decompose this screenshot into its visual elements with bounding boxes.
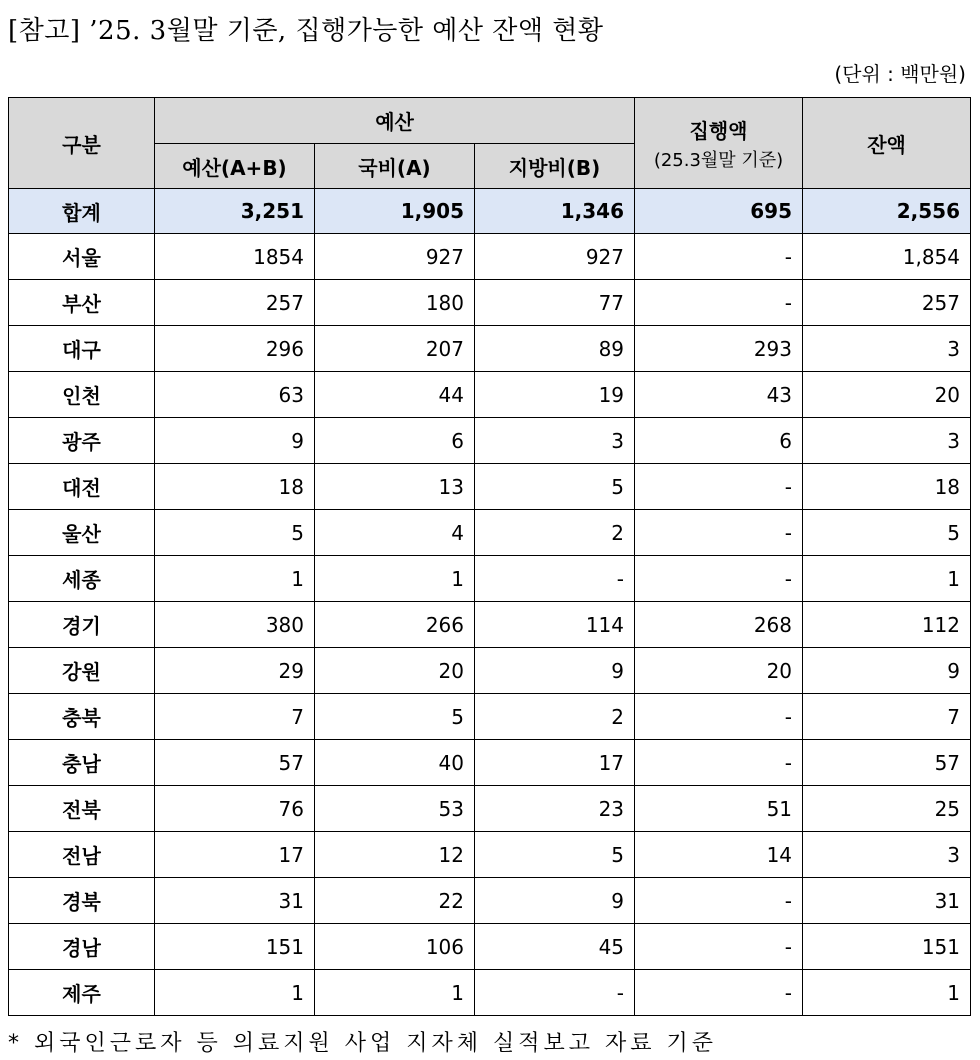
table-row bbox=[9, 556, 971, 602]
cell-national: 13 bbox=[315, 464, 475, 510]
cell-executed: - bbox=[635, 510, 803, 556]
header-budget-group: 예산 bbox=[155, 98, 635, 144]
cell-local: 927 bbox=[475, 234, 635, 280]
cell-executed: 293 bbox=[635, 326, 803, 372]
cell-budget: 1854 bbox=[155, 234, 315, 280]
cell-executed: - bbox=[635, 694, 803, 740]
row-label: 경북 bbox=[9, 878, 155, 924]
row-label: 광주 bbox=[9, 418, 155, 464]
table-header bbox=[9, 98, 971, 189]
table-row bbox=[9, 740, 971, 786]
cell-balance: 18 bbox=[803, 464, 971, 510]
row-label: 전남 bbox=[9, 832, 155, 878]
table-row bbox=[9, 510, 971, 556]
cell-budget: 257 bbox=[155, 280, 315, 326]
total-budget: 3,251 bbox=[155, 189, 315, 234]
cell-local: - bbox=[475, 970, 635, 1016]
cell-balance: 25 bbox=[803, 786, 971, 832]
cell-executed: - bbox=[635, 280, 803, 326]
cell-executed: 14 bbox=[635, 832, 803, 878]
cell-executed: 20 bbox=[635, 648, 803, 694]
cell-executed: 43 bbox=[635, 372, 803, 418]
cell-balance: 31 bbox=[803, 878, 971, 924]
row-label: 인천 bbox=[9, 372, 155, 418]
total-row bbox=[9, 189, 971, 234]
table-row bbox=[9, 326, 971, 372]
cell-executed: - bbox=[635, 878, 803, 924]
cell-executed: - bbox=[635, 970, 803, 1016]
cell-local: 3 bbox=[475, 418, 635, 464]
cell-national: 266 bbox=[315, 602, 475, 648]
cell-local: - bbox=[475, 556, 635, 602]
total-executed: 695 bbox=[635, 189, 803, 234]
budget-table bbox=[8, 97, 971, 1016]
cell-local: 19 bbox=[475, 372, 635, 418]
cell-local: 9 bbox=[475, 878, 635, 924]
total-local: 1,346 bbox=[475, 189, 635, 234]
cell-balance: 3 bbox=[803, 326, 971, 372]
cell-budget: 7 bbox=[155, 694, 315, 740]
cell-budget: 1 bbox=[155, 970, 315, 1016]
cell-balance: 1 bbox=[803, 970, 971, 1016]
cell-national: 12 bbox=[315, 832, 475, 878]
cell-balance: 1,854 bbox=[803, 234, 971, 280]
row-label: 강원 bbox=[9, 648, 155, 694]
header-executed-label: 집행액 bbox=[689, 118, 748, 143]
cell-balance: 257 bbox=[803, 280, 971, 326]
cell-local: 45 bbox=[475, 924, 635, 970]
cell-executed: - bbox=[635, 234, 803, 280]
table-row bbox=[9, 464, 971, 510]
row-label: 대구 bbox=[9, 326, 155, 372]
cell-national: 5 bbox=[315, 694, 475, 740]
cell-local: 17 bbox=[475, 740, 635, 786]
header-balance: 잔액 bbox=[803, 98, 971, 189]
cell-local: 5 bbox=[475, 832, 635, 878]
cell-balance: 3 bbox=[803, 418, 971, 464]
cell-balance: 1 bbox=[803, 556, 971, 602]
cell-budget: 29 bbox=[155, 648, 315, 694]
document-title: [참고] ’25. 3월말 기준, 집행가능한 예산 잔액 현황 bbox=[8, 16, 604, 46]
total-national: 1,905 bbox=[315, 189, 475, 234]
cell-national: 1 bbox=[315, 556, 475, 602]
cell-national: 22 bbox=[315, 878, 475, 924]
total-balance: 2,556 bbox=[803, 189, 971, 234]
cell-budget: 296 bbox=[155, 326, 315, 372]
header-executed-note: (25.3월말 기준) bbox=[653, 149, 784, 171]
cell-executed: 51 bbox=[635, 786, 803, 832]
row-label: 제주 bbox=[9, 970, 155, 1016]
cell-executed: 6 bbox=[635, 418, 803, 464]
table-row bbox=[9, 234, 971, 280]
table-row bbox=[9, 970, 971, 1016]
row-label: 경남 bbox=[9, 924, 155, 970]
row-label: 경기 bbox=[9, 602, 155, 648]
header-executed bbox=[635, 98, 803, 189]
table-row bbox=[9, 280, 971, 326]
cell-local: 114 bbox=[475, 602, 635, 648]
table-row bbox=[9, 648, 971, 694]
cell-national: 40 bbox=[315, 740, 475, 786]
table-row bbox=[9, 418, 971, 464]
cell-executed: - bbox=[635, 556, 803, 602]
cell-national: 180 bbox=[315, 280, 475, 326]
row-label: 서울 bbox=[9, 234, 155, 280]
cell-local: 2 bbox=[475, 510, 635, 556]
cell-national: 4 bbox=[315, 510, 475, 556]
cell-local: 77 bbox=[475, 280, 635, 326]
cell-national: 6 bbox=[315, 418, 475, 464]
total-label: 합계 bbox=[9, 189, 155, 234]
table-row bbox=[9, 832, 971, 878]
table-row bbox=[9, 924, 971, 970]
cell-balance: 57 bbox=[803, 740, 971, 786]
cell-budget: 1 bbox=[155, 556, 315, 602]
cell-budget: 57 bbox=[155, 740, 315, 786]
cell-budget: 9 bbox=[155, 418, 315, 464]
table-row bbox=[9, 878, 971, 924]
cell-national: 20 bbox=[315, 648, 475, 694]
footnote: * 외국인근로자 등 의료지원 사업 지자체 실적보고 자료 기준 bbox=[8, 1031, 717, 1056]
cell-national: 53 bbox=[315, 786, 475, 832]
header-national: 국비(A) bbox=[315, 144, 475, 189]
table-row bbox=[9, 694, 971, 740]
cell-budget: 380 bbox=[155, 602, 315, 648]
cell-budget: 5 bbox=[155, 510, 315, 556]
cell-executed: - bbox=[635, 740, 803, 786]
cell-executed: 268 bbox=[635, 602, 803, 648]
cell-executed: - bbox=[635, 924, 803, 970]
cell-balance: 5 bbox=[803, 510, 971, 556]
cell-balance: 112 bbox=[803, 602, 971, 648]
cell-national: 927 bbox=[315, 234, 475, 280]
row-label: 부산 bbox=[9, 280, 155, 326]
row-label: 충남 bbox=[9, 740, 155, 786]
cell-budget: 76 bbox=[155, 786, 315, 832]
cell-national: 207 bbox=[315, 326, 475, 372]
cell-budget: 18 bbox=[155, 464, 315, 510]
table-row bbox=[9, 602, 971, 648]
table-row bbox=[9, 372, 971, 418]
table-body bbox=[9, 189, 971, 1016]
cell-local: 9 bbox=[475, 648, 635, 694]
cell-balance: 9 bbox=[803, 648, 971, 694]
cell-balance: 3 bbox=[803, 832, 971, 878]
header-budget-total: 예산(A+B) bbox=[155, 144, 315, 189]
cell-local: 5 bbox=[475, 464, 635, 510]
cell-local: 89 bbox=[475, 326, 635, 372]
cell-balance: 7 bbox=[803, 694, 971, 740]
header-local: 지방비(B) bbox=[475, 144, 635, 189]
row-label: 전북 bbox=[9, 786, 155, 832]
row-label: 대전 bbox=[9, 464, 155, 510]
cell-budget: 31 bbox=[155, 878, 315, 924]
cell-budget: 17 bbox=[155, 832, 315, 878]
cell-national: 44 bbox=[315, 372, 475, 418]
unit-note: (단위 : 백만원) bbox=[834, 62, 966, 86]
cell-national: 106 bbox=[315, 924, 475, 970]
row-label: 울산 bbox=[9, 510, 155, 556]
row-label: 세종 bbox=[9, 556, 155, 602]
cell-local: 23 bbox=[475, 786, 635, 832]
cell-budget: 151 bbox=[155, 924, 315, 970]
header-category: 구분 bbox=[9, 98, 155, 189]
row-label: 충북 bbox=[9, 694, 155, 740]
cell-balance: 20 bbox=[803, 372, 971, 418]
cell-balance: 151 bbox=[803, 924, 971, 970]
cell-executed: - bbox=[635, 464, 803, 510]
cell-local: 2 bbox=[475, 694, 635, 740]
cell-national: 1 bbox=[315, 970, 475, 1016]
table-row bbox=[9, 786, 971, 832]
cell-budget: 63 bbox=[155, 372, 315, 418]
